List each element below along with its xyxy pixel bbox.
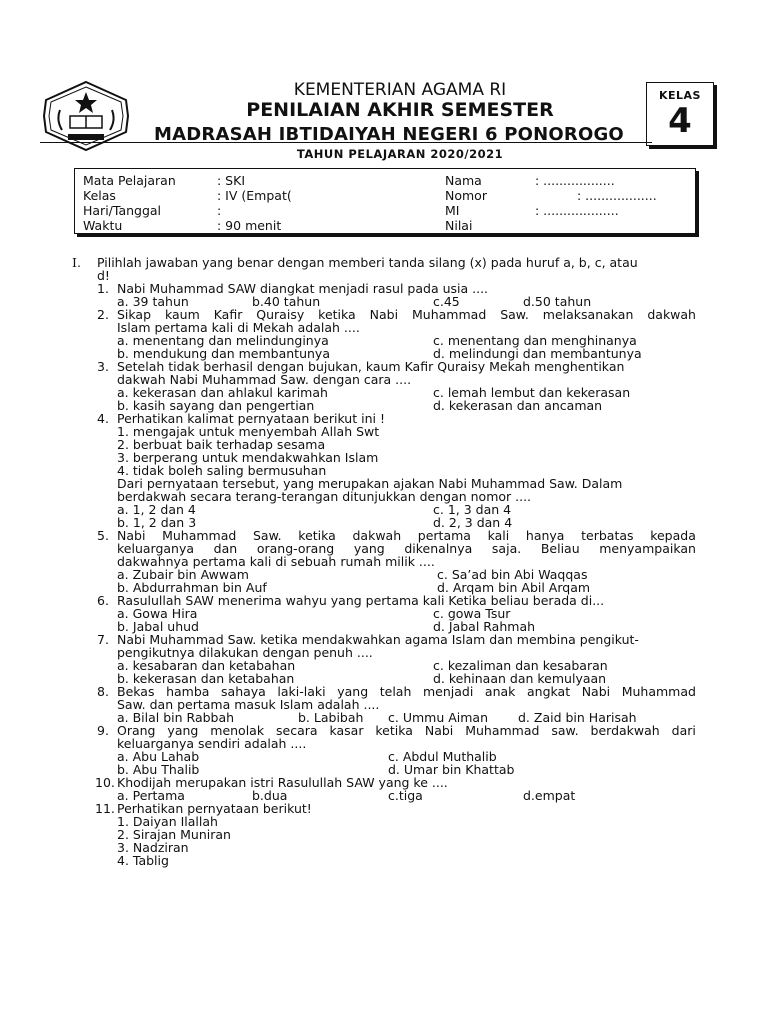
q8-word: Muhammad	[621, 684, 696, 699]
q2-word: Quraisy	[256, 307, 305, 322]
q4-statement-2: 2. berbuat baik terhadap sesama	[117, 437, 326, 452]
q4-option-c[interactable]: c. 1, 3 dan 4	[433, 502, 512, 517]
q8-line-2: Saw. dan pertama masuk Islam adalah ....	[117, 697, 380, 712]
waktu-value: : 90 menit	[217, 218, 282, 233]
q6-number: 6.	[97, 593, 109, 608]
section-numeral: I.	[72, 255, 81, 270]
q11-statement-4: 4. Tablig	[117, 853, 169, 868]
q7-option-d[interactable]: d. kehinaan dan kemulyaan	[433, 671, 607, 686]
academic-year: TAHUN PELAJARAN 2020/2021	[296, 147, 504, 161]
q9-line-2: keluarganya sendiri adalah ....	[117, 736, 307, 751]
q10-number: 10.	[95, 775, 115, 790]
nomor-value: : ..................	[577, 188, 657, 203]
exam-title: PENILAIAN AKHIR SEMESTER	[246, 99, 554, 121]
q7-option-c[interactable]: c. kezaliman dan kesabaran	[433, 658, 608, 673]
q5-word: Saw.	[252, 528, 282, 543]
waktu-label: Waktu	[83, 218, 123, 233]
q7-number: 7.	[97, 632, 109, 647]
hari-label: Hari/Tanggal	[83, 203, 162, 218]
q3-line-1: Setelah tidak berhasil dengan bujukan, kaum Kafir Quraisy Mekah menghentikan	[117, 359, 625, 374]
q10-option-b[interactable]: b.dua	[252, 788, 288, 803]
q5-number: 5.	[97, 528, 109, 543]
q4-statement-4: 4. tidak boleh saling bermusuhan	[117, 463, 327, 478]
q2-line-2: Islam pertama kali di Mekah adalah ....	[117, 320, 360, 335]
nama-value: : ..................	[535, 173, 615, 188]
q3-option-c[interactable]: c. lemah lembut dan kekerasan	[433, 385, 631, 400]
q5-word: terbatas	[581, 528, 634, 543]
q9-word: Nabi	[424, 723, 454, 738]
q9-number: 9.	[97, 723, 109, 738]
q8-word: anak	[484, 684, 516, 699]
q7-option-b[interactable]: b. kekerasan dan ketabahan	[117, 671, 295, 686]
q2-number: 2.	[97, 307, 109, 322]
q2-word: Nabi	[369, 307, 399, 322]
q8-word: menjadi	[422, 684, 474, 699]
q5-option-b[interactable]: b. Abdurrahman bin Auf	[117, 580, 267, 595]
q4-option-b[interactable]: b. 1, 2 dan 3	[117, 515, 197, 530]
q9-word: ketika	[375, 723, 413, 738]
q1-number: 1.	[97, 281, 109, 296]
header-divider	[40, 142, 652, 143]
q1-option-a[interactable]: a. 39 tahun	[117, 294, 189, 309]
q5-word: kali	[487, 528, 510, 543]
mi-label: MI	[445, 203, 460, 218]
q2-word: Kafir	[213, 307, 243, 322]
q5-word: hanya	[525, 528, 565, 543]
q9-word: berdakwah	[590, 723, 660, 738]
q11-number: 11.	[95, 801, 115, 816]
kelas-label: Kelas	[83, 188, 116, 203]
q2-word: melaksanakan	[542, 307, 634, 322]
q7-line-2: pengikutnya dilakukan dengan penuh ....	[117, 645, 373, 660]
q11-statement-3: 3. Nadziran	[117, 840, 189, 855]
q8-word: angkat	[527, 684, 571, 699]
q5-word: dakwah	[352, 528, 402, 543]
q9-option-c[interactable]: c. Abdul Muthalib	[388, 749, 497, 764]
nilai-label: Nilai	[445, 218, 473, 233]
q8-number: 8.	[97, 684, 109, 699]
q9-word: dari	[671, 723, 696, 738]
q2-word: Muhammad	[412, 307, 487, 322]
q11-text: Perhatikan pernyataan berikut!	[117, 801, 312, 816]
q1-option-b[interactable]: b.40 tahun	[252, 294, 321, 309]
q3-option-b[interactable]: b. kasih sayang dan pengertian	[117, 398, 315, 413]
q2-word: Sikap	[117, 307, 152, 322]
q8-word: Nabi	[581, 684, 611, 699]
q6-option-d[interactable]: d. Jabal Rahmah	[433, 619, 536, 634]
q6-option-a[interactable]: a. Gowa Hira	[117, 606, 198, 621]
q1-option-c[interactable]: c.45	[433, 294, 460, 309]
q5-word: pertama	[417, 528, 471, 543]
q4-option-d[interactable]: d. 2, 3 dan 4	[433, 515, 513, 530]
q2-option-b[interactable]: b. mendukung dan membantunya	[117, 346, 330, 361]
q9-option-d[interactable]: d. Umar bin Khattab	[388, 762, 515, 777]
q9-word: Muhammad	[465, 723, 540, 738]
q2-option-d[interactable]: d. melindungi dan membantunya	[433, 346, 642, 361]
q8-option-c[interactable]: c. Ummu Aiman	[388, 710, 488, 725]
q4-line-1: Dari pernyataan tersebut, yang merupakan ajakan Nabi Muhammad Saw. Dalam	[117, 476, 623, 491]
q10-option-d[interactable]: d.empat	[523, 788, 576, 803]
q5-word: ketika	[298, 528, 336, 543]
q5-line-3: dakwahnya pertama kali di sebuah rumah milik ....	[117, 554, 435, 569]
q9-word: menolak	[210, 723, 265, 738]
q5-word: yang	[353, 541, 385, 556]
q9-word: secara	[276, 723, 318, 738]
q5-word: menyampaikan	[599, 541, 696, 556]
q5-word: dan	[213, 541, 238, 556]
q4-option-a[interactable]: a. 1, 2 dan 4	[117, 502, 196, 517]
q11-statement-1: 1. Daiyan Ilallah	[117, 814, 218, 829]
ministry-title: KEMENTERIAN AGAMA RI	[293, 80, 507, 100]
q5-word: Nabi	[117, 528, 146, 543]
hari-value: :	[217, 203, 222, 218]
mapel-value: : SKI	[217, 173, 246, 188]
q9-word: yang	[167, 723, 199, 738]
q4-number: 4.	[97, 411, 109, 426]
q5-word: saja.	[491, 541, 522, 556]
q1-option-d[interactable]: d.50 tahun	[523, 294, 592, 309]
q2-word: ketika	[318, 307, 356, 322]
q5-word: orang-orang	[256, 541, 335, 556]
q6-text: Rasulullah SAW menerima wahyu yang pertama kali Ketika beliau berada di...	[117, 593, 605, 608]
q4-statement-3: 3. berperang untuk mendakwahkan Islam	[117, 450, 379, 465]
instruction-line-2: d!	[97, 268, 110, 283]
mi-value: : ...................	[535, 203, 619, 218]
q5-word: Beliau	[540, 541, 580, 556]
q11-statement-2: 2. Sirajan Muniran	[117, 827, 231, 842]
q2-option-a[interactable]: a. menentang dan melindunginya	[117, 333, 329, 348]
q9-word: saw.	[551, 723, 579, 738]
q8-word: sahaya	[221, 684, 266, 699]
q3-number: 3.	[97, 359, 109, 374]
kelas-badge-number: 4	[668, 101, 692, 141]
q5-option-c[interactable]: c. Sa’ad bin Abi Waqqas	[437, 567, 588, 582]
q2-word: Saw.	[500, 307, 529, 322]
q5-word: keluarganya	[117, 541, 195, 556]
q5-word: dikenalnya	[404, 541, 473, 556]
mapel-label: Mata Pelajaran	[83, 173, 176, 188]
q3-option-d[interactable]: d. kekerasan dan ancaman	[433, 398, 603, 413]
q8-word: telah	[379, 684, 412, 699]
q8-word: yang	[337, 684, 369, 699]
q2-word: kaum	[164, 307, 200, 322]
q8-word: Bekas	[117, 684, 155, 699]
q6-option-b[interactable]: b. Jabal uhud	[117, 619, 199, 634]
student-info-box	[74, 168, 696, 234]
q2-option-c[interactable]: c. menentang dan menghinanya	[433, 333, 637, 348]
q10-option-c[interactable]: c.tiga	[388, 788, 423, 803]
q5-word: Muhammad	[162, 528, 237, 543]
kelas-badge	[646, 82, 714, 146]
q1-text: Nabi Muhammad SAW diangkat menjadi rasul pada usia ....	[117, 281, 489, 296]
kelas-value: : IV (Empat(	[217, 188, 292, 203]
school-name: MADRASAH IBTIDAIYAH NEGERI 6 PONOROGO	[154, 124, 624, 145]
q8-option-b[interactable]: b. Labibah	[298, 710, 364, 725]
q8-word: hamba	[166, 684, 210, 699]
q9-word: kasar	[329, 723, 364, 738]
q4-line-2: berdakwah secara terang-terangan ditunjukkan dengan nomor ....	[117, 489, 532, 504]
q5-option-d[interactable]: d. Arqam bin Abil Arqam	[437, 580, 591, 595]
q3-option-a[interactable]: a. kekerasan dan ahlakul karimah	[117, 385, 328, 400]
q7-line-1: Nabi Muhammad Saw. ketika mendakwahkan agama Islam dan membina pengikut-	[117, 632, 639, 647]
q10-option-a[interactable]: a. Pertama	[117, 788, 185, 803]
q9-option-a[interactable]: a. Abu Lahab	[117, 749, 200, 764]
nomor-label: Nomor	[445, 188, 487, 203]
q9-word: Orang	[117, 723, 156, 738]
q4-text: Perhatikan kalimat pernyataan berikut ini !	[117, 411, 385, 426]
q5-word: kepada	[650, 528, 696, 543]
q6-option-c[interactable]: c. gowa Tsur	[433, 606, 511, 621]
kelas-badge-label: KELAS	[659, 89, 701, 102]
q5-option-a[interactable]: a. Zubair bin Awwam	[117, 567, 249, 582]
q8-word: laki-laki	[277, 684, 326, 699]
instruction-line-1: Pilihlah jawaban yang benar dengan memberi tanda silang (x) pada huruf a, b, c, atau	[97, 255, 638, 270]
q8-option-a[interactable]: a. Bilal bin Rabbah	[117, 710, 235, 725]
q4-statement-1: 1. mengajak untuk menyembah Allah Swt	[117, 424, 380, 439]
q10-text: Khodijah merupakan istri Rasulullah SAW yang ke ....	[117, 775, 448, 790]
q3-line-2: dakwah Nabi Muhammad Saw. dengan cara ....	[117, 372, 412, 387]
q8-option-d[interactable]: d. Zaid bin Harisah	[518, 710, 637, 725]
q7-option-a[interactable]: a. kesabaran dan ketabahan	[117, 658, 296, 673]
q9-option-b[interactable]: b. Abu Thalib	[117, 762, 200, 777]
nama-label: Nama	[445, 173, 482, 188]
q2-word: dakwah	[647, 307, 696, 322]
